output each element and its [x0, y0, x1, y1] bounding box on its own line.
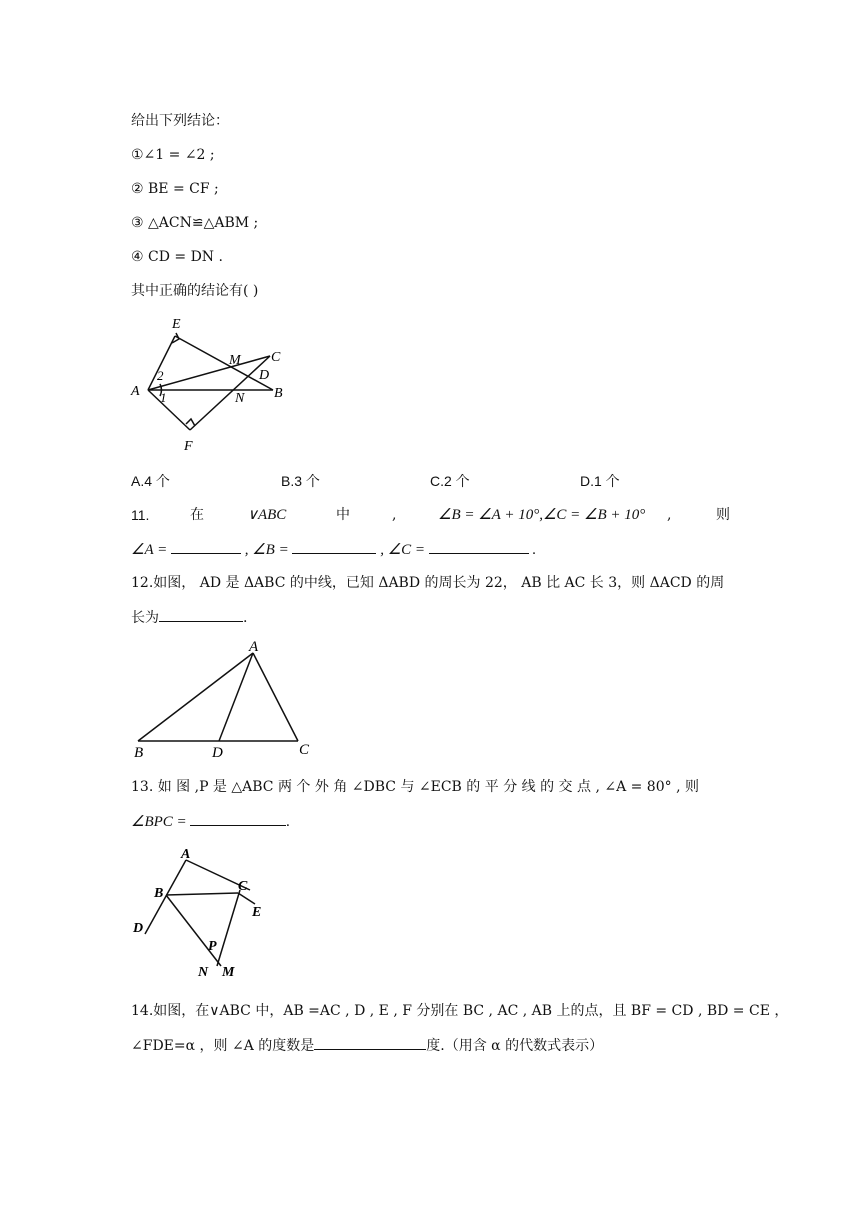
q13-label: ∠BPC =	[131, 814, 187, 830]
figure-1	[128, 314, 298, 454]
q11-label-a: ∠A =	[131, 542, 168, 558]
conclusion-4: ④ CD = DN .	[131, 249, 223, 265]
fig2-label-C: C	[299, 742, 310, 758]
fig1-label-D: D	[259, 368, 270, 383]
conclusion-2: ② BE = CF ;	[131, 181, 219, 197]
q11-blank-a[interactable]	[171, 539, 241, 554]
question-text: 其中正确的结论有( )	[131, 283, 259, 299]
option-b[interactable]: B.3 个	[281, 473, 320, 489]
fig3-label-A: A	[181, 847, 191, 862]
q11-comma: ,	[392, 507, 397, 523]
q11-condition: ∠B = ∠A + 10°,∠C = ∠B + 10°	[438, 507, 646, 523]
fig1-label-C: C	[271, 350, 281, 365]
fig1-label-2: 2	[157, 368, 164, 383]
q11-number: 11.	[131, 507, 150, 523]
fig1-label-B: B	[274, 386, 283, 401]
fig3-label-P: P	[208, 939, 217, 954]
q11-blank-b[interactable]	[292, 539, 376, 554]
q11-label-c: , ∠C =	[380, 542, 426, 558]
option-a[interactable]: A.4 个	[131, 473, 170, 489]
fig3-label-M: M	[222, 965, 235, 980]
q14-line-1: 14.如图，在∨ABC 中，AB =AC , D , E , F 分别在 BC , AC , AB 上的点，且 BF = CD , BD = CE ，	[131, 1003, 789, 1019]
fig1-label-E: E	[172, 317, 181, 332]
q13-line-2	[131, 811, 290, 832]
option-c[interactable]: C.2 个	[430, 473, 470, 489]
q14-blank[interactable]	[314, 1035, 426, 1050]
figure-2	[128, 636, 318, 762]
q11-blank-c[interactable]	[429, 539, 529, 554]
q12-end: .	[243, 610, 248, 626]
q14-line-2	[131, 1035, 603, 1056]
fig1-label-1: 1	[160, 390, 167, 405]
fig1-label-M: M	[229, 353, 241, 368]
fig2-label-B: B	[134, 745, 144, 761]
fig2-label-A: A	[249, 639, 259, 655]
q11-triangle: ∨ABC	[247, 507, 287, 523]
fig3-label-N: N	[198, 965, 209, 980]
q11-label-b: , ∠B =	[244, 542, 289, 558]
q12-line-1: 12.如图， AD 是 ΔABC 的中线，已知 ΔABD 的周长为 22， AB 比 AC 长 3，则 ΔACD 的周	[131, 575, 725, 591]
q11-word-2: 中	[336, 507, 350, 523]
fig3-label-C: C	[238, 879, 248, 894]
fig2-label-D: D	[212, 745, 223, 761]
fig3-label-B: B	[154, 886, 164, 901]
fig3-label-D: D	[133, 921, 144, 936]
conclusion-1: ①∠1 = ∠2 ;	[131, 147, 215, 163]
q12-line-2	[131, 607, 247, 628]
q13-end: .	[286, 814, 291, 830]
fig1-label-N: N	[235, 391, 245, 406]
fig1-label-F: F	[184, 439, 193, 454]
q11-answer-line	[131, 539, 536, 560]
q14-suffix: 度.（用含 α 的代数式表示）	[426, 1038, 604, 1054]
figure-3	[128, 842, 278, 982]
q11-end: .	[532, 542, 537, 558]
option-d[interactable]: D.1 个	[580, 473, 620, 489]
q13-line-1: 13. 如 图 ,P 是 △ABC 两 个 外 角 ∠DBC 与 ∠ECB 的 平 分 线 的 交 点 , ∠A = 80° , 则	[131, 779, 699, 795]
q12-label: 长为	[131, 610, 159, 626]
q13-blank[interactable]	[190, 811, 286, 826]
q11-word-1: 在	[190, 507, 204, 523]
q11-comma-2: ,	[667, 507, 672, 523]
conclusion-3: ③ △ACN≌△ABM ;	[131, 215, 259, 231]
fig3-label-E: E	[252, 905, 262, 920]
intro-text: 给出下列结论：	[131, 113, 229, 129]
q14-label: ∠FDE=α ，则 ∠A 的度数是	[131, 1038, 315, 1054]
q12-blank[interactable]	[159, 607, 243, 622]
fig1-label-A: A	[131, 384, 140, 399]
q11-then: 则	[716, 507, 730, 523]
